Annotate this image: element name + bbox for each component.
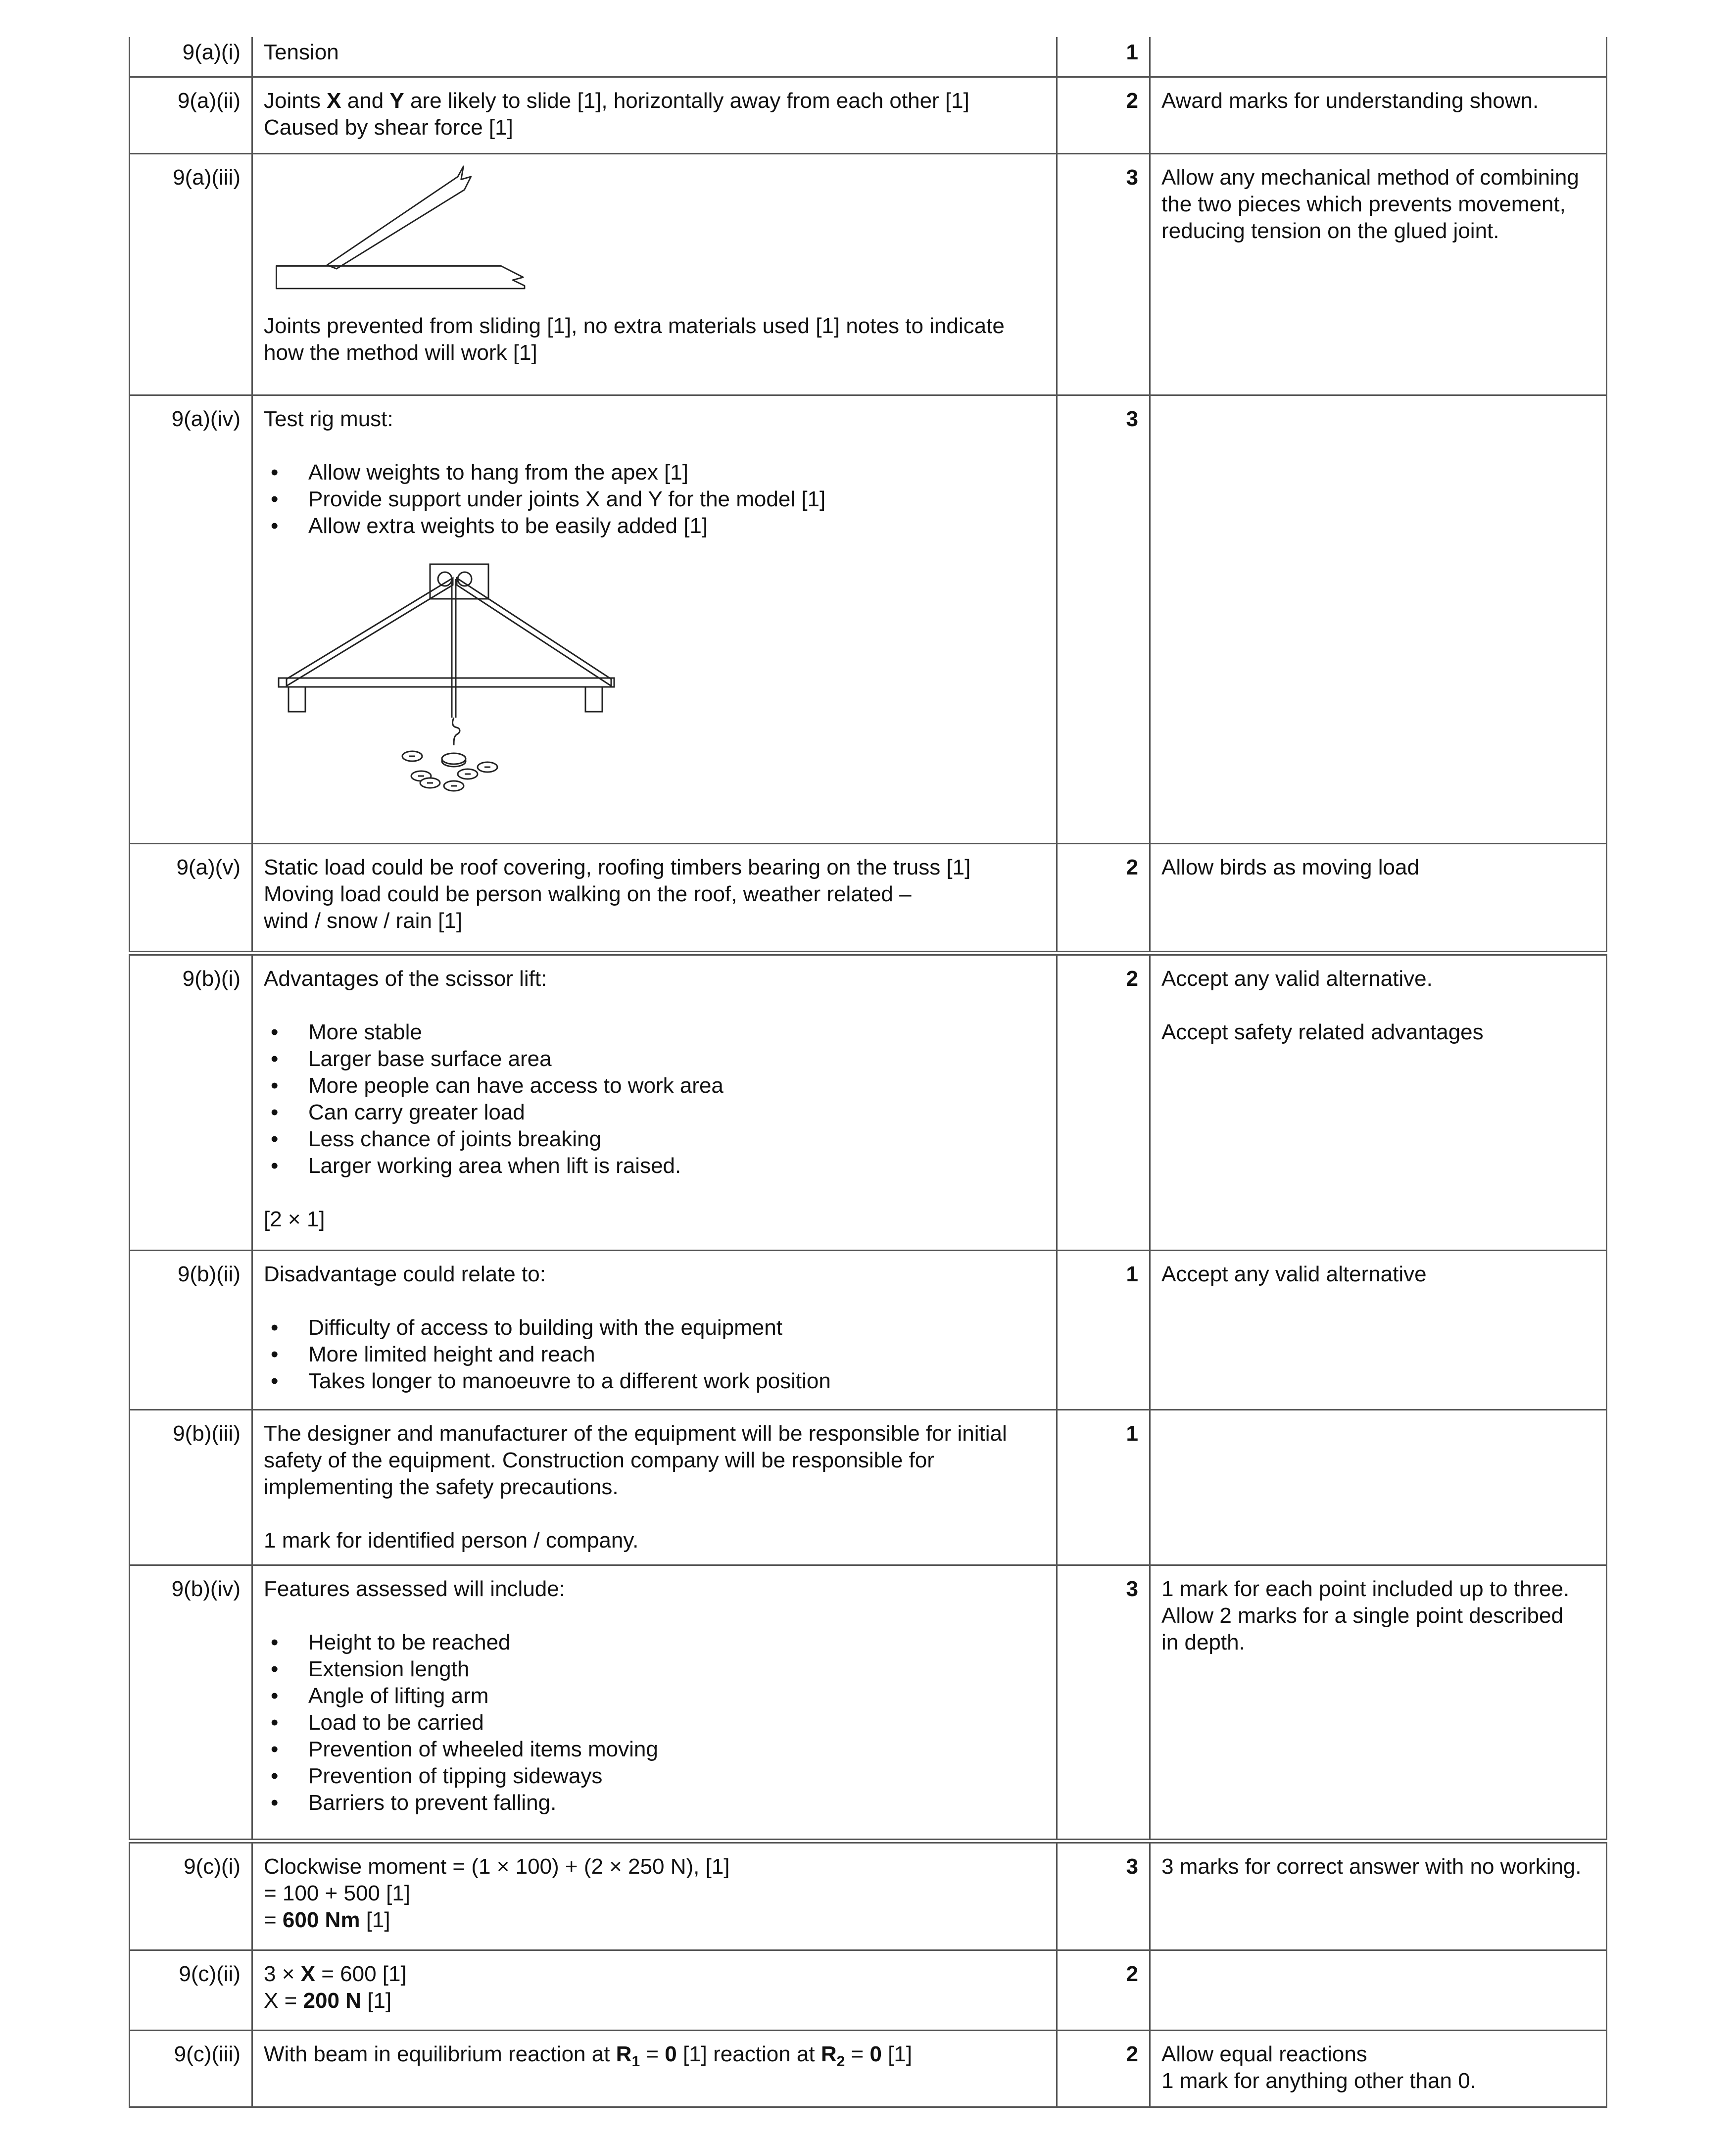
question-number: 9(a)(ii)	[130, 77, 252, 153]
guidance-cell: Accept any valid alternative	[1150, 1250, 1607, 1409]
table-row	[130, 953, 1607, 1250]
table-row	[130, 2030, 1607, 2107]
list-item: • More stable	[264, 1019, 1045, 1046]
answer-cell	[252, 1565, 1057, 1841]
question-number: 9(a)(iv)	[130, 395, 252, 843]
answer-cell	[252, 37, 1057, 77]
answer-line: X = 200 N [1]	[264, 1988, 392, 2013]
answer-line: safety of the equipment. Construction company will be responsible for	[264, 1448, 934, 1472]
answer-intro: Advantages of the scissor lift:	[264, 967, 547, 991]
final-answer: 600 Nm	[282, 1908, 360, 1932]
list-item: • Allow weights to hang from the apex [1]	[264, 459, 1045, 486]
list-item: • Less chance of joints breaking	[264, 1126, 1045, 1153]
guidance-line: Accept any valid alternative.	[1161, 967, 1433, 991]
marks-cell: 2	[1057, 77, 1150, 153]
table-row	[130, 1565, 1607, 1841]
guidance-line: Allow 2 marks for a single point described	[1161, 1603, 1563, 1628]
answer-cell	[252, 953, 1057, 1250]
answer-line: Moving load could be person walking on the roof, weather related –	[264, 881, 912, 906]
table-row	[130, 77, 1607, 153]
answer-line: 3 × X = 600 [1]	[264, 1961, 407, 1986]
answer-intro: Features assessed will include:	[264, 1576, 565, 1601]
answer-line: Clockwise moment = (1 × 100) + (2 × 250 N), [1]	[264, 1854, 730, 1879]
list-item: • Extension length	[264, 1656, 1045, 1683]
answer-cell	[252, 1250, 1057, 1409]
list-item: • Can carry greater load	[264, 1099, 1045, 1126]
list-item: • Load to be carried	[264, 1709, 1045, 1736]
guidance-cell	[1150, 953, 1607, 1250]
answer-text: Tension	[264, 40, 339, 64]
table-row	[130, 1250, 1607, 1409]
answer-cell	[252, 1409, 1057, 1565]
guidance-cell	[1150, 37, 1607, 77]
list-item: • Prevention of tipping sideways	[264, 1763, 1045, 1790]
answer-line: = 100 + 500 [1]	[264, 1881, 411, 1905]
list-item: • More people can have access to work area	[264, 1072, 1045, 1099]
answer-intro: Disadvantage could relate to:	[264, 1262, 546, 1286]
marks-cell: 3	[1057, 1841, 1150, 1950]
marks-cell: 2	[1057, 953, 1150, 1250]
joint-y-label: Y	[389, 88, 404, 113]
question-number: 9(a)(i)	[130, 37, 252, 77]
guidance-cell: Allow any mechanical method of combining the two pieces which prevents movement, reducing tension on the glued joint.	[1150, 153, 1607, 395]
answer-cell	[252, 395, 1057, 843]
list-item: • Prevention of wheeled items moving	[264, 1736, 1045, 1763]
answer-footer: 1 mark for identified person / company.	[264, 1528, 639, 1553]
answer-line: The designer and manufacturer of the equipment will be responsible for initial	[264, 1421, 1007, 1446]
bullet-list	[264, 459, 1045, 539]
answer-cell	[252, 77, 1057, 153]
list-item: • More limited height and reach	[264, 1341, 1045, 1368]
guidance-cell: Allow birds as moving load	[1150, 843, 1607, 953]
answer-line: = 600 Nm [1]	[264, 1908, 390, 1932]
marks-cell: 3	[1057, 395, 1150, 843]
answer-cell	[252, 843, 1057, 953]
guidance-line: 1 mark for each point included up to three.	[1161, 1576, 1570, 1601]
guidance-cell	[1150, 395, 1607, 843]
answer-footer: [2 × 1]	[264, 1207, 325, 1231]
answer-cell	[252, 2030, 1057, 2107]
answer-line: implementing the safety precautions.	[264, 1474, 619, 1499]
guidance-cell: 3 marks for correct answer with no working.	[1150, 1841, 1607, 1950]
list-item: • Angle of lifting arm	[264, 1683, 1045, 1709]
list-item: • Difficulty of access to building with the equipment	[264, 1314, 1045, 1341]
table-row	[130, 395, 1607, 843]
marks-cell: 3	[1057, 153, 1150, 395]
answer-line: Joints prevented from sliding [1], no extra materials used [1] notes to indicate	[264, 313, 1005, 338]
list-item: • Provide support under joints X and Y for the model [1]	[264, 486, 1045, 513]
answer-line: With beam in equilibrium reaction at $R_1 = 0$ [1] reaction at $R_2 = 0$ [1]	[264, 2041, 913, 2070]
list-item: • Height to be reached	[264, 1629, 1045, 1656]
test-rig-figure	[264, 559, 630, 826]
marks-cell: 2	[1057, 1950, 1150, 2030]
question-number: 9(c)(iii)	[130, 2030, 252, 2107]
table-row	[130, 37, 1607, 77]
bullet-list	[264, 1314, 1045, 1395]
guidance-cell: Award marks for understanding shown.	[1150, 77, 1607, 153]
list-item: • Larger base surface area	[264, 1046, 1045, 1072]
list-item: • Barriers to prevent falling.	[264, 1790, 1045, 1816]
list-item: • Allow extra weights to be easily added [1]	[264, 513, 1045, 539]
table-row	[130, 153, 1607, 395]
guidance-cell	[1150, 2030, 1607, 2107]
answer-cell	[252, 1950, 1057, 2030]
guidance-line: Allow equal reactions	[1161, 2041, 1367, 2066]
answer-cell	[252, 153, 1057, 395]
joint-x-label: X	[327, 88, 341, 113]
marks-cell: 1	[1057, 1409, 1150, 1565]
marks-cell: 2	[1057, 2030, 1150, 2107]
guidance-line: in depth.	[1161, 1630, 1245, 1654]
joint-sketch-figure	[264, 164, 541, 313]
guidance-cell	[1150, 1409, 1607, 1565]
question-number: 9(b)(ii)	[130, 1250, 252, 1409]
guidance-cell	[1150, 1950, 1607, 2030]
answer-line: how the method will work [1]	[264, 340, 537, 365]
table-row	[130, 1841, 1607, 1950]
marks-cell: 1	[1057, 37, 1150, 77]
question-number: 9(b)(iii)	[130, 1409, 252, 1565]
question-number: 9(a)(v)	[130, 843, 252, 953]
marks-cell: 2	[1057, 843, 1150, 953]
guidance-cell	[1150, 1565, 1607, 1841]
question-number: 9(a)(iii)	[130, 153, 252, 395]
answer-intro: Test rig must:	[264, 406, 393, 431]
table-row	[130, 1409, 1607, 1565]
table-row	[130, 843, 1607, 953]
answer-line: wind / snow / rain [1]	[264, 908, 463, 933]
mark-scheme-table	[129, 37, 1607, 2108]
table-row	[130, 1950, 1607, 2030]
question-number: 9(b)(i)	[130, 953, 252, 1250]
guidance-line: Accept safety related advantages	[1161, 1020, 1484, 1044]
list-item: • Takes longer to manoeuvre to a different work position	[264, 1368, 1045, 1395]
question-number: 9(c)(ii)	[130, 1950, 252, 2030]
guidance-line: 1 mark for anything other than 0.	[1161, 2068, 1476, 2093]
marks-cell: 1	[1057, 1250, 1150, 1409]
bullet-list	[264, 1629, 1045, 1816]
question-number: 9(c)(i)	[130, 1841, 252, 1950]
bullet-list	[264, 1019, 1045, 1179]
final-answer: 200 N	[303, 1988, 361, 2013]
answer-line: Caused by shear force [1]	[264, 115, 513, 140]
answer-line: Joints X and Y are likely to slide [1], horizontally away from each other [1]	[264, 88, 969, 113]
marks-cell: 3	[1057, 1565, 1150, 1841]
answer-cell	[252, 1841, 1057, 1950]
list-item: • Larger working area when lift is raised.	[264, 1153, 1045, 1179]
question-number: 9(b)(iv)	[130, 1565, 252, 1841]
answer-line: Static load could be roof covering, roofing timbers bearing on the truss [1]	[264, 855, 971, 879]
